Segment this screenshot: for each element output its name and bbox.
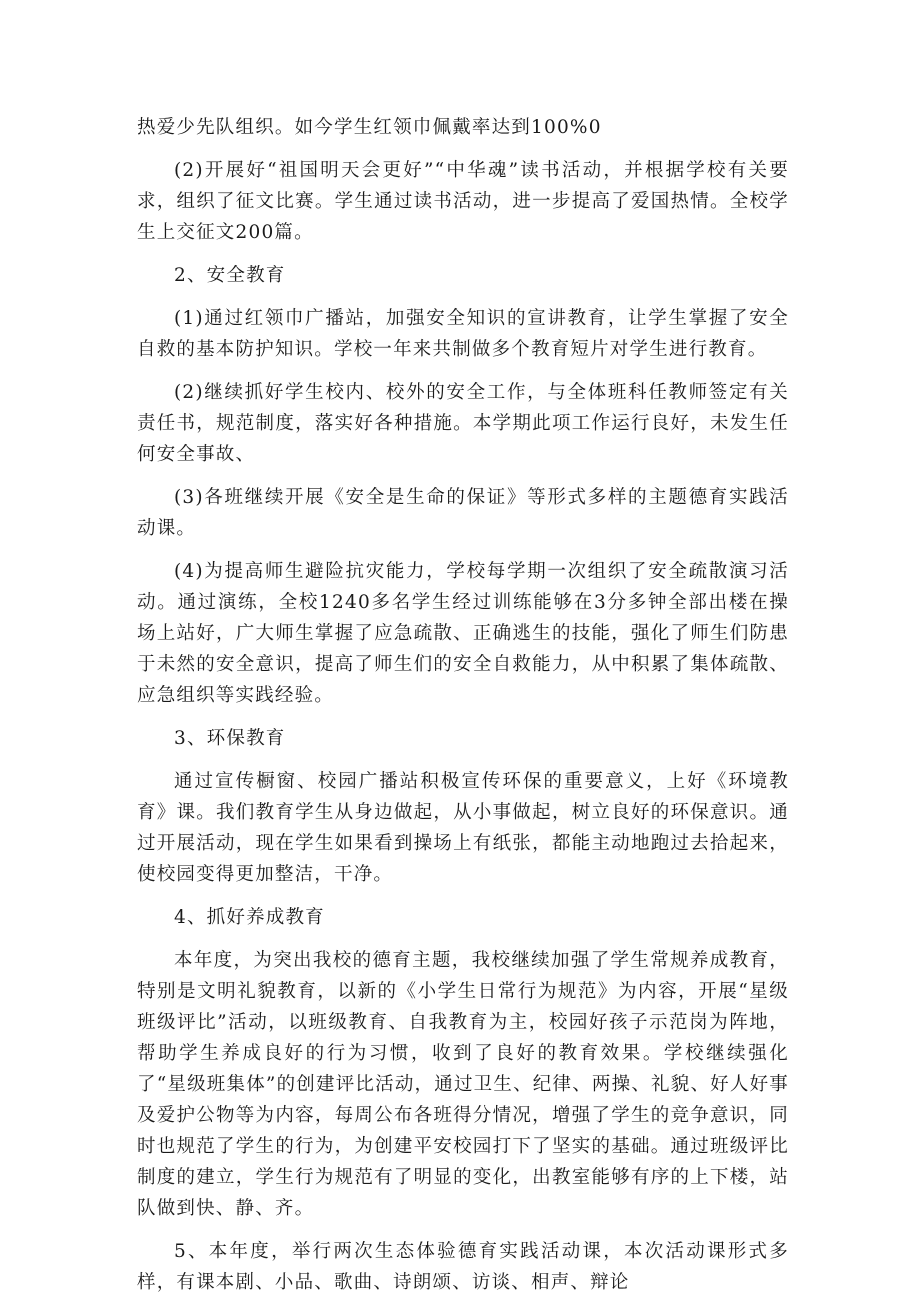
- paragraph-5: (3)各班继续开展《安全是生命的保证》等形式多样的主题德育实践活动课。: [137, 487, 789, 539]
- paragraph-6: (4)为提高师生避险抗灾能力，学校每学期一次组织了安全疏散演习活动。通过演练，全校1240多名学生经过训练能够在3分多钟全部出楼在操场上站好，广大师生掌握了应急疏散、正确逃生的技能，强化了师生们防患于未然的安全意识，提高了师生们的安全自救能力，从中积累了集体疏散、应急组织等实践经验。: [137, 561, 789, 706]
- section-heading-safety: 2、安全教育: [174, 265, 286, 286]
- paragraph-8: 本年度，为突出我校的德育主题，我校继续加强了学生常规养成教育，特别是文明礼貌教育，以新的《小学生日常行为规范》为内容，开展“星级班级评比”活动，以班级教育、自我教育为主，校园好孩子示范岗为阵地，帮助学生养成良好的行为习惯，收到了良好的教育效果。学校继续强化了“星级班集体”的创建评比活动，通过卫生、纪律、两操、礼貌、好人好事及爱护公物等为内容，每周公布各班得分情况，增强了学生的竞争意识，同时也规范了学生的行为，为创建平安校园打下了坚实的基础。通过班级评比制度的建立，学生行为规范有了明显的变化，出教室能够有序的上下楼，站队做到快、静、齐。: [137, 950, 789, 1219]
- paragraph-4: (2)继续抓好学生校内、校外的安全工作，与全体班科任教师签定有关责任书，规范制度，落实好各种措施。本学期此项工作运行良好，未发生任何安全事故、: [137, 382, 789, 465]
- paragraph-9: 5、本年度，举行两次生态体验德育实践活动课，本次活动课形式多样，有课本剧、小品、歌曲、诗朗颂、访谈、相声、辩论: [137, 1241, 789, 1293]
- document-body: [137, 112, 789, 1310]
- paragraph-2: (2)开展好“祖国明天会更好”“中华魂”读书活动，并根据学校有关要求，组织了征文比赛。学生通过读书活动，进一步提高了爱国热情。全校学生上交征文200篇。: [137, 160, 789, 243]
- paragraph-3: (1)通过红领巾广播站，加强安全知识的宣讲教育，让学生掌握了安全自救的基本防护知识。学校一年来共制做多个教育短片对学生进行教育。: [137, 308, 789, 360]
- section-heading-environment: 3、环保教育: [174, 728, 286, 749]
- paragraph-7: 通过宣传橱窗、校园广播站积极宣传环保的重要意义，上好《环境教育》课。我们教育学生从身边做起，从小事做起，树立良好的环保意识。通过开展活动，现在学生如果看到操场上有纸张，都能主动地跑过去拾起来，使校园变得更加整洁，干净。: [137, 771, 789, 885]
- section-heading-habits: 4、抓好养成教育: [174, 907, 325, 928]
- paragraph-1: 热爱少先队组织。如今学生红领巾佩戴率达到100%0: [137, 117, 602, 138]
